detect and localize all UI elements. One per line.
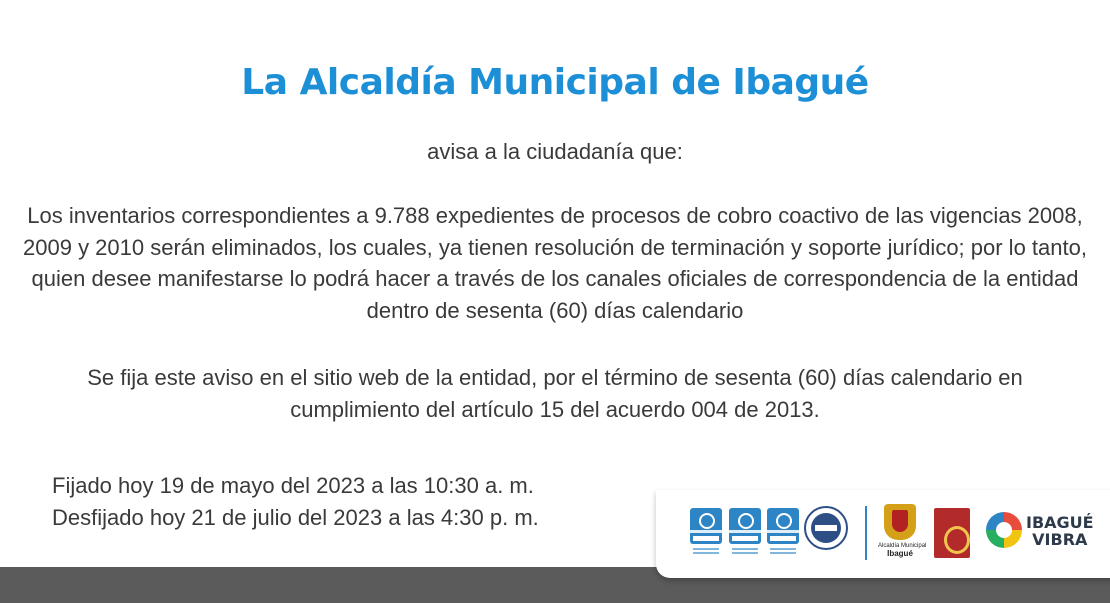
alcaldia-logo (878, 504, 927, 564)
alcaldia-caption-city: Ibagué (887, 549, 913, 558)
posting-dates (52, 470, 539, 534)
icontec-iso14001-icon (729, 508, 761, 560)
notice-paragraph-posting: Se fija este aviso en el sitio web de la entidad, por el término de sesenta (60) días calendario en cumplimiento del artículo 15 del acuerdo 004 de 2013. (87, 365, 1023, 422)
icontec-iso45001-icon (767, 508, 799, 560)
notice-paragraph-inventories: Los inventarios correspondientes a 9.788 expedientes de procesos de cobro coactivo de las vigencias 2008, 2009 y 2010 serán eliminados, los cuales, ya tienen resolución de terminación y soporte jurídico; por lo tanto, quien desee manifestarse lo podrá hacer a través de los canales oficiales de correspondencia de la entidad dentro de sesenta (60) días calendario (23, 203, 1087, 323)
logo-panel (656, 490, 1110, 578)
ibague-vibra-icon (986, 512, 1022, 548)
vibra-line-2: VIBRA (1032, 530, 1088, 549)
posted-date: Fijado hoy 19 de mayo del 2023 a las 10:30 a. m. (52, 473, 534, 498)
alcaldia-caption: Alcaldía Municipal (878, 543, 927, 549)
unposted-date: Desfijado hoy 21 de julio del 2023 a las 4:30 p. m. (52, 505, 539, 530)
logo-divider (865, 506, 867, 560)
ibague-vibra-logo-text (1026, 514, 1094, 548)
vibra-line-1: IBAGUÉ (1026, 513, 1094, 532)
page-subtitle: avisa a la ciudadanía que: (427, 139, 683, 164)
iqnet-icon (804, 506, 848, 550)
musical-icon (934, 508, 970, 558)
page-title: La Alcaldía Municipal de Ibagué (241, 62, 869, 103)
icontec-iso9001-icon (690, 508, 722, 560)
alcaldia-shield-icon (884, 504, 916, 540)
